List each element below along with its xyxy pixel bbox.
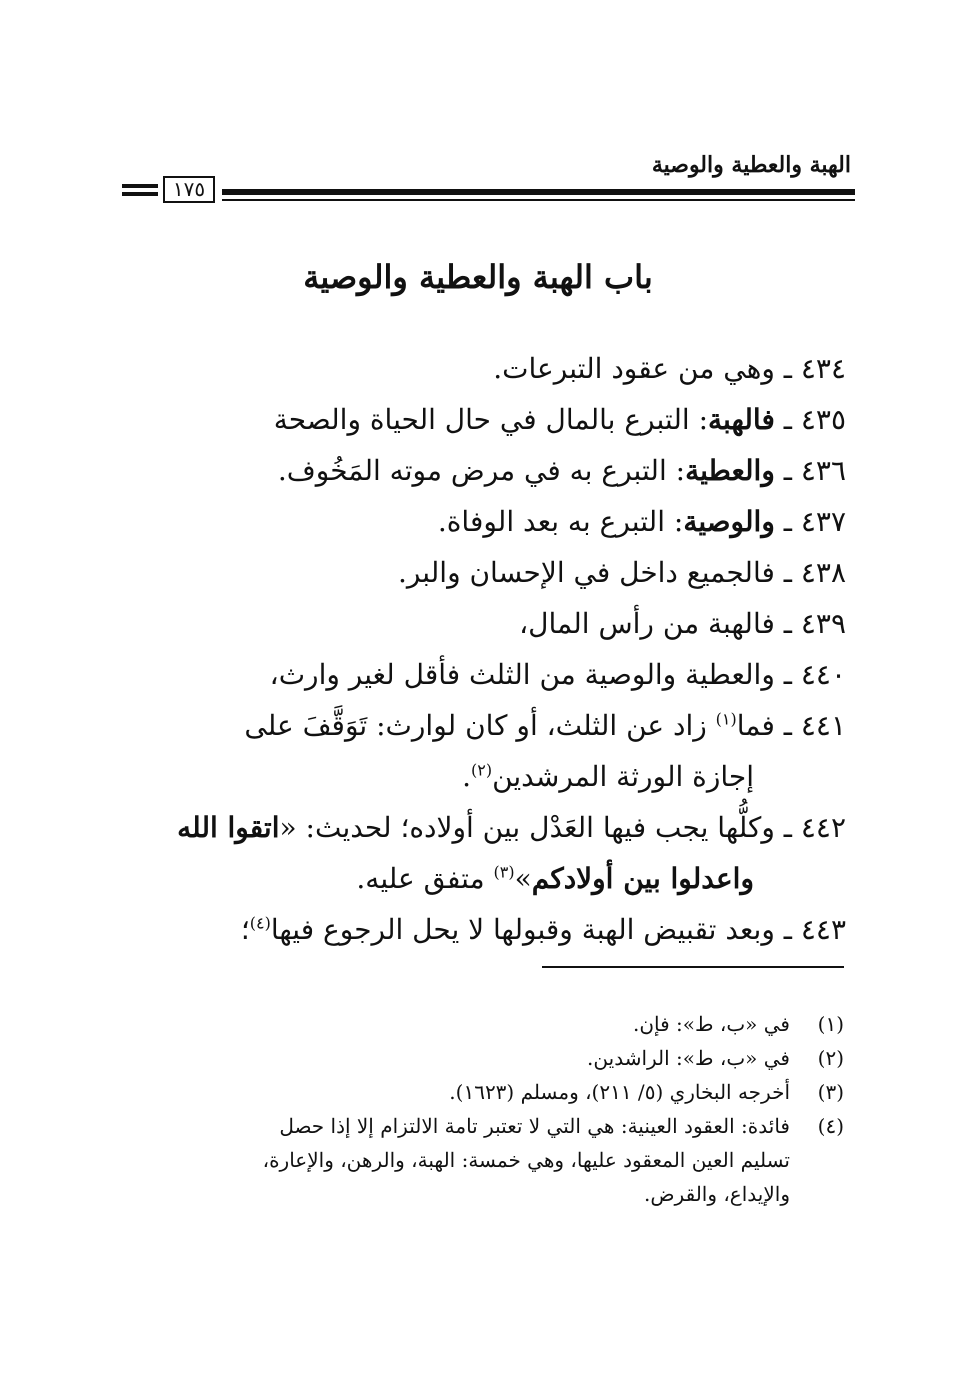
paragraph-437 — [116, 496, 846, 547]
footnote-4-cont — [114, 1143, 844, 1177]
header-ornament-bar — [122, 192, 158, 196]
main-text — [116, 343, 846, 955]
footnote-4 — [114, 1109, 844, 1143]
paragraph-436 — [116, 445, 846, 496]
text-line: » — [514, 862, 532, 895]
footnote-ref[interactable]: (١) — [715, 709, 737, 729]
footnote-2 — [114, 1041, 844, 1075]
footnotes — [114, 1007, 844, 1211]
text-line: ٤٤٢ ـ وكلُّها يجب فيها العَدْل بين أولاده؛ لحديث: « — [279, 811, 846, 844]
footnote-1 — [114, 1007, 844, 1041]
term-hiba: فالهبة — [708, 403, 775, 436]
page-number: ١٧٥ — [163, 176, 215, 203]
footnote-marker: (٤) — [817, 1114, 844, 1138]
text-line: ٤٣٨ ـ فالجميع داخل في الإحسان والبر. — [397, 556, 846, 589]
footnote-text: أخرجه البخاري (٥/ ٢١١)، ومسلم (١٦٢٣). — [449, 1080, 790, 1104]
footnote-marker: (٣) — [817, 1080, 844, 1104]
text-line: إجازة الورثة المرشدين — [492, 760, 754, 793]
hadith-text: واعدلوا بين أولادكم — [531, 862, 754, 895]
footnote-ref[interactable]: (٣) — [493, 862, 515, 882]
text-line: ٤٣٩ ـ فالهبة من رأس المال، — [519, 607, 846, 640]
paragraph-441 — [116, 700, 846, 751]
running-title: الهبة والعطية والوصية — [651, 152, 851, 178]
paragraph-number: ٤٣٧ ـ — [774, 505, 846, 538]
text-line: متفق عليه. — [356, 862, 494, 895]
footnote-text: تسليم العين المعقود عليها، وهي خمسة: الهبة، والرهن، والإعارة، — [262, 1148, 790, 1172]
paragraph-443 — [116, 904, 846, 955]
footnote-4-cont — [114, 1177, 844, 1211]
paragraph-440 — [116, 649, 846, 700]
text-line: ٤٤٣ ـ وبعد تقبيض الهبة وقبولها لا يحل الرجوع فيها — [270, 913, 846, 946]
header-rule — [222, 189, 855, 195]
footnote-text: والإيداع، والقرض. — [644, 1182, 790, 1206]
header-rule-thin — [222, 199, 855, 201]
text-line: . — [462, 760, 471, 793]
footnote-3 — [114, 1075, 844, 1109]
term-wasiya: والوصية — [683, 505, 775, 538]
text-line: ٤٤٠ ـ والعطية والوصية من الثلث فأقل لغير وارث، — [269, 658, 846, 691]
footnote-text: في «ب، ط»: فإن. — [633, 1012, 790, 1036]
footnote-separator — [542, 966, 844, 968]
text-line: ٤٣٤ ـ وهي من عقود التبرعات. — [493, 352, 846, 385]
paragraph-438 — [116, 547, 846, 598]
text-line: : التبرع به في مرض موته المَخُوف. — [277, 454, 686, 487]
paragraph-442 — [116, 802, 846, 853]
text-line: : التبرع به بعد الوفاة. — [437, 505, 684, 538]
paragraph-number: ٤٣٥ ـ — [774, 403, 846, 436]
footnote-marker: (٢) — [817, 1046, 844, 1070]
paragraph-434 — [116, 343, 846, 394]
hadith-text: اتقوا الله — [177, 811, 280, 844]
paragraph-435 — [116, 394, 846, 445]
footnote-marker: (١) — [817, 1012, 844, 1036]
text-line: ٤٤١ ـ فما — [736, 709, 846, 742]
footnote-ref[interactable]: (٢) — [470, 760, 493, 780]
footnote-text: في «ب، ط»: الراشدين. — [587, 1046, 790, 1070]
paragraph-439 — [116, 598, 846, 649]
paragraph-442-cont — [116, 853, 846, 904]
term-atiya: والعطية — [685, 454, 775, 487]
header-ornament-bar — [122, 184, 158, 188]
footnote-text: فائدة: العقود العينية: هي التي لا تعتبر تامة الالتزام إلا إذا حصل — [279, 1114, 790, 1138]
text-line: زاد عن الثلث، أو كان لوارث: تَوَقَّفَ على — [244, 709, 716, 742]
footnote-ref[interactable]: (٤) — [249, 913, 271, 933]
chapter-title: باب الهبة والعطية والوصية — [303, 258, 653, 296]
text-line: ؛ — [240, 913, 250, 946]
paragraph-number: ٤٣٦ ـ — [774, 454, 846, 487]
paragraph-441-cont — [116, 751, 846, 802]
text-line: : التبرع بالمال في حال الحياة والصحة — [273, 403, 709, 436]
